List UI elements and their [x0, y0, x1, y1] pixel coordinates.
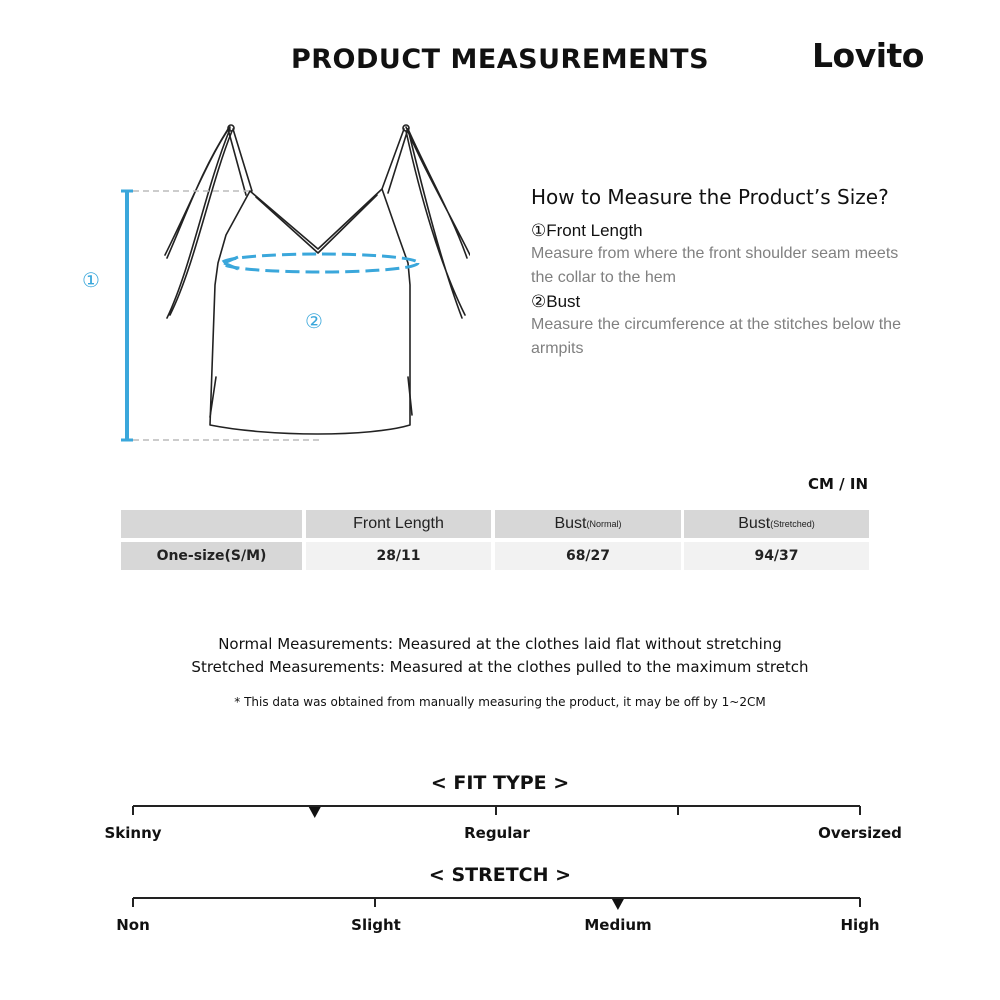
units-label: CM / IN [808, 475, 868, 493]
stretch-label-high: High [840, 916, 880, 934]
note-disclaimer: * This data was obtained from manually measuring the product, it may be off by 1~2CM [234, 695, 766, 709]
header-sublabel: (Normal) [586, 519, 622, 529]
bust-measure-line [222, 254, 418, 272]
table-header-bust-stretched [684, 510, 869, 538]
guide-title: How to Measure the Product’s Size? [531, 185, 889, 209]
header-label: Bust [738, 515, 771, 532]
page-title: PRODUCT MEASUREMENTS [290, 44, 710, 75]
stretch-scale [0, 892, 1000, 916]
table-header-bust-normal [495, 510, 681, 538]
table-header-front-length [306, 510, 491, 538]
guide-point-bust-title: ②Bust [531, 292, 581, 311]
table-cell-bust-normal: 68/27 [495, 542, 681, 570]
guide-point-bust-desc: Measure the circumference at the stitches below the armpits [531, 316, 901, 357]
fit-type-scale [0, 800, 1000, 824]
table-header-empty [121, 510, 302, 538]
header-label: Bust [554, 515, 587, 532]
stretch-label-slight: Slight [351, 916, 401, 934]
header-label: Front Length [353, 515, 444, 532]
marker-bust: ② [305, 309, 323, 333]
table-cell-front-length: 28/11 [306, 542, 491, 570]
stretch-label-medium: Medium [584, 916, 652, 934]
fit-label-skinny: Skinny [104, 824, 162, 842]
right-strap [382, 129, 408, 193]
fit-label-oversized: Oversized [818, 824, 902, 842]
brand-logo: Lovito [812, 36, 924, 75]
right-tie [406, 127, 470, 318]
stretch-label-non: Non [116, 916, 150, 934]
fit-label-regular: Regular [464, 824, 530, 842]
table-cell-size: One-size(S/M) [121, 542, 302, 570]
garment-diagram [70, 115, 470, 455]
table-cell-bust-stretched: 94/37 [684, 542, 869, 570]
left-strap [228, 129, 252, 195]
fit-type-marker [309, 807, 321, 818]
guide-point-front-length-desc: Measure from where the front shoulder seam meets the collar to the hem [531, 245, 899, 286]
header-sublabel: (Stretched) [770, 519, 815, 529]
stretch-title: < STRETCH > [428, 864, 572, 886]
fit-type-title: < FIT TYPE > [430, 772, 570, 794]
guide-point-front-length-title: ①Front Length [531, 221, 643, 240]
note-normal: Normal Measurements: Measured at the clothes laid flat without stretching [218, 635, 782, 653]
stretch-marker [612, 899, 624, 910]
left-tie [165, 127, 232, 318]
marker-front-length: ① [82, 268, 100, 292]
note-stretched: Stretched Measurements: Measured at the clothes pulled to the maximum stretch [191, 658, 809, 676]
